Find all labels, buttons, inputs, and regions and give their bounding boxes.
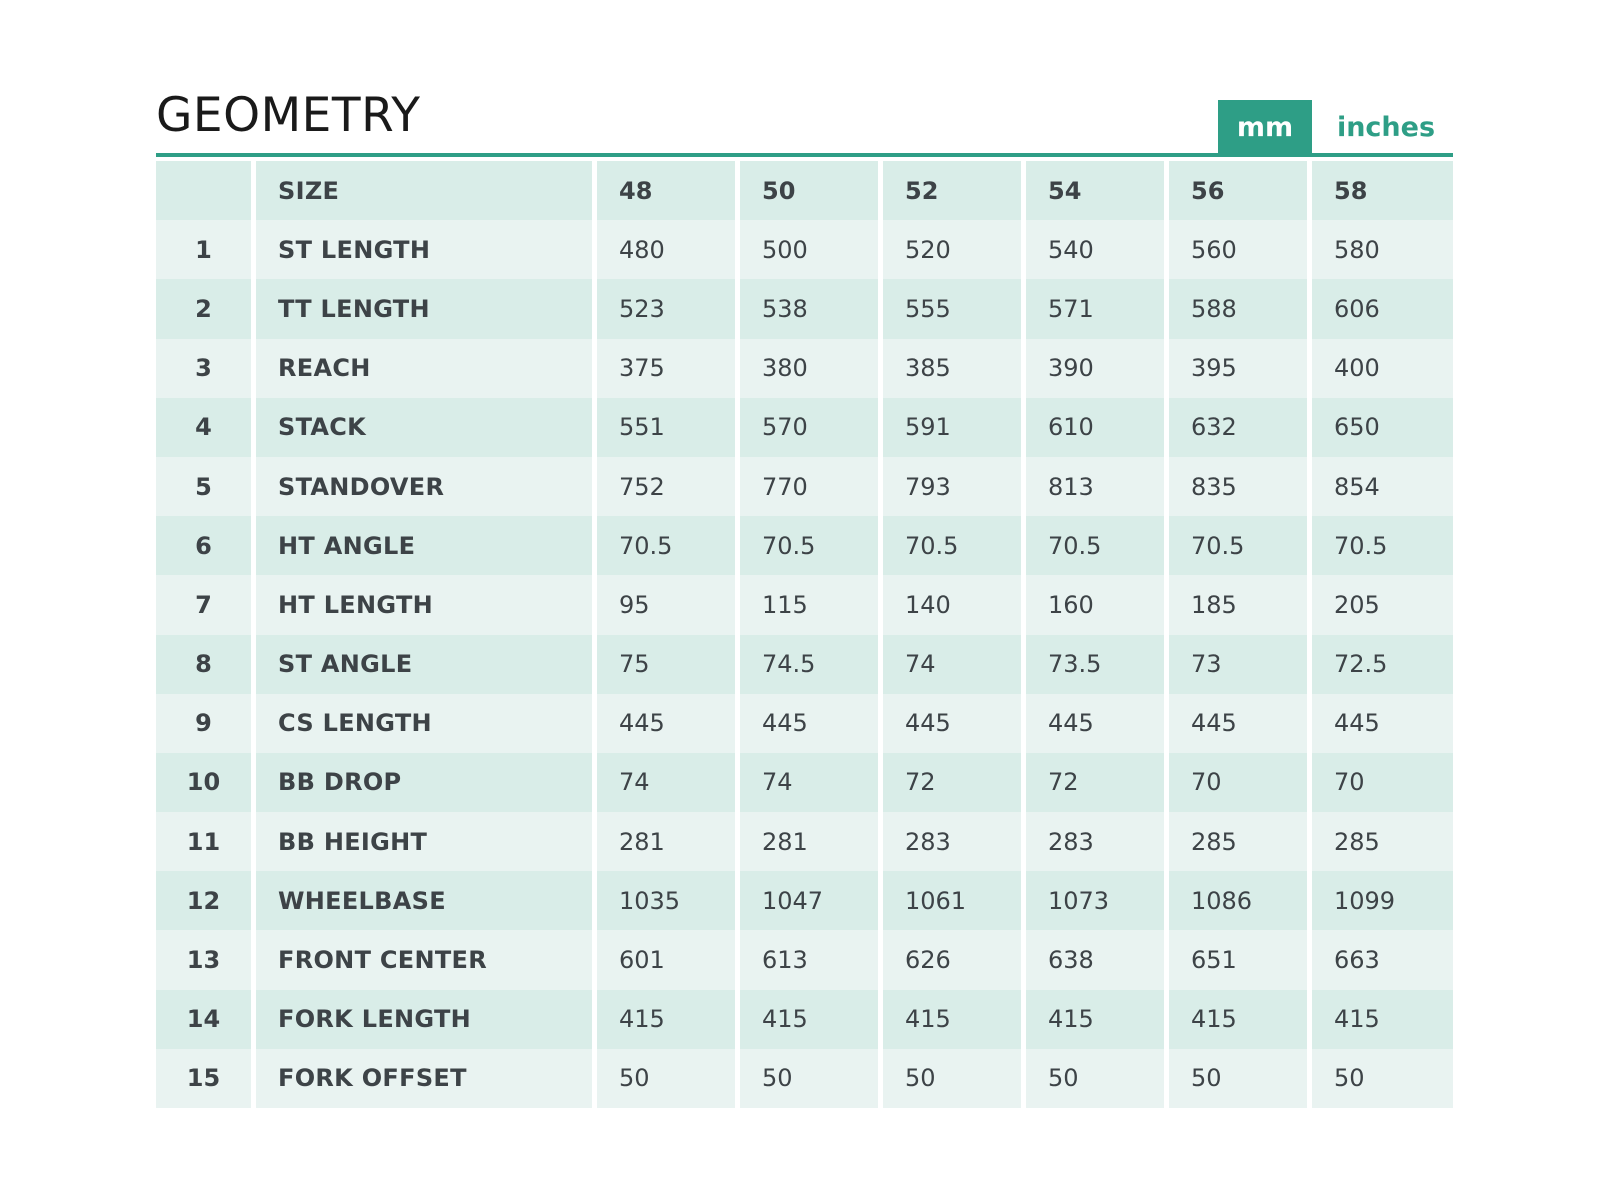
table-header-row (156, 161, 1453, 220)
row-number-cell: 3 (156, 339, 256, 398)
table-value-cell: 70.5 (740, 516, 883, 575)
table-value-cell: 1061 (883, 871, 1026, 930)
row-number-cell: 11 (156, 812, 256, 871)
table-value-cell: 74.5 (740, 635, 883, 694)
table-value-cell: 445 (740, 694, 883, 753)
row-label-cell: FORK OFFSET (256, 1049, 597, 1108)
row-label-cell: ST ANGLE (256, 635, 597, 694)
table-value-cell: 638 (1026, 930, 1169, 989)
table-value-cell: 74 (883, 635, 1026, 694)
table-row (156, 990, 1453, 1049)
table-row (156, 516, 1453, 575)
table-value-cell: 50 (740, 1049, 883, 1108)
table-value-cell: 626 (883, 930, 1026, 989)
table-value-cell: 555 (883, 279, 1026, 338)
title-divider (156, 153, 1453, 157)
table-value-cell: 390 (1026, 339, 1169, 398)
table-value-cell: 591 (883, 398, 1026, 457)
row-label-cell: STANDOVER (256, 457, 597, 516)
table-value-cell: 70.5 (597, 516, 740, 575)
table-value-cell: 1035 (597, 871, 740, 930)
row-number-cell: 9 (156, 694, 256, 753)
table-value-cell: 500 (740, 220, 883, 279)
table-value-cell: 415 (1169, 990, 1312, 1049)
table-row (156, 575, 1453, 634)
table-value-cell: 415 (597, 990, 740, 1049)
row-number-cell: 12 (156, 871, 256, 930)
row-number-cell: 4 (156, 398, 256, 457)
table-value-cell: 551 (597, 398, 740, 457)
table-value-cell: 285 (1169, 812, 1312, 871)
table-value-cell: 70 (1312, 753, 1453, 812)
row-label-cell: REACH (256, 339, 597, 398)
table-value-cell: 770 (740, 457, 883, 516)
table-value-cell: 415 (1026, 990, 1169, 1049)
header-number-cell (156, 161, 256, 220)
table-value-cell: 571 (1026, 279, 1169, 338)
table-value-cell: 70.5 (1026, 516, 1169, 575)
table-value-cell: 72.5 (1312, 635, 1453, 694)
table-value-cell: 445 (1169, 694, 1312, 753)
row-number-cell: 1 (156, 220, 256, 279)
row-number-cell: 13 (156, 930, 256, 989)
row-label-cell: HT LENGTH (256, 575, 597, 634)
table-value-cell: 445 (1312, 694, 1453, 753)
row-label-cell: FRONT CENTER (256, 930, 597, 989)
table-value-cell: 445 (1026, 694, 1169, 753)
row-label-cell: ST LENGTH (256, 220, 597, 279)
table-value-cell: 854 (1312, 457, 1453, 516)
table-value-cell: 415 (740, 990, 883, 1049)
row-number-cell: 15 (156, 1049, 256, 1108)
table-row (156, 635, 1453, 694)
table-row (156, 812, 1453, 871)
page-title: GEOMETRY (156, 88, 421, 143)
table-value-cell: 610 (1026, 398, 1169, 457)
table-value-cell: 75 (597, 635, 740, 694)
table-value-cell: 50 (1312, 1049, 1453, 1108)
table-value-cell: 613 (740, 930, 883, 989)
row-label-cell: STACK (256, 398, 597, 457)
row-number-cell: 5 (156, 457, 256, 516)
table-value-cell: 1047 (740, 871, 883, 930)
table-value-cell: 651 (1169, 930, 1312, 989)
header-size-cell: 48 (597, 161, 740, 220)
row-number-cell: 8 (156, 635, 256, 694)
table-row (156, 1049, 1453, 1108)
table-row (156, 339, 1453, 398)
table-value-cell: 1099 (1312, 871, 1453, 930)
table-value-cell: 281 (740, 812, 883, 871)
table-row (156, 753, 1453, 812)
row-label-cell: FORK LENGTH (256, 990, 597, 1049)
header-size-cell: 54 (1026, 161, 1169, 220)
unit-toggle-inches[interactable]: inches (1336, 111, 1436, 143)
table-value-cell: 1086 (1169, 871, 1312, 930)
table-row (156, 871, 1453, 930)
table-value-cell: 385 (883, 339, 1026, 398)
table-value-cell: 70.5 (1169, 516, 1312, 575)
table-row (156, 279, 1453, 338)
table-value-cell: 560 (1169, 220, 1312, 279)
table-value-cell: 400 (1312, 339, 1453, 398)
table-value-cell: 380 (740, 339, 883, 398)
row-label-cell: WHEELBASE (256, 871, 597, 930)
table-value-cell: 283 (1026, 812, 1169, 871)
header-size-cell: 56 (1169, 161, 1312, 220)
table-value-cell: 835 (1169, 457, 1312, 516)
header-size-cell: 50 (740, 161, 883, 220)
table-row (156, 930, 1453, 989)
table-value-cell: 375 (597, 339, 740, 398)
row-label-cell: HT ANGLE (256, 516, 597, 575)
row-number-cell: 14 (156, 990, 256, 1049)
table-value-cell: 523 (597, 279, 740, 338)
header-size-cell: 58 (1312, 161, 1453, 220)
row-number-cell: 2 (156, 279, 256, 338)
table-value-cell: 663 (1312, 930, 1453, 989)
table-row (156, 220, 1453, 279)
row-label-cell: TT LENGTH (256, 279, 597, 338)
row-number-cell: 7 (156, 575, 256, 634)
table-value-cell: 1073 (1026, 871, 1169, 930)
table-value-cell: 601 (597, 930, 740, 989)
table-value-cell: 70.5 (1312, 516, 1453, 575)
table-value-cell: 160 (1026, 575, 1169, 634)
table-row (156, 457, 1453, 516)
table-row (156, 694, 1453, 753)
table-value-cell: 445 (597, 694, 740, 753)
table-value-cell: 540 (1026, 220, 1169, 279)
table-value-cell: 285 (1312, 812, 1453, 871)
table-value-cell: 580 (1312, 220, 1453, 279)
table-value-cell: 50 (597, 1049, 740, 1108)
header-size-label: SIZE (256, 161, 597, 220)
table-value-cell: 813 (1026, 457, 1169, 516)
table-value-cell: 281 (597, 812, 740, 871)
table-value-cell: 570 (740, 398, 883, 457)
table-value-cell: 650 (1312, 398, 1453, 457)
table-value-cell: 72 (883, 753, 1026, 812)
table-value-cell: 50 (1169, 1049, 1312, 1108)
unit-toggle-mm[interactable]: mm (1218, 100, 1312, 154)
table-value-cell: 415 (1312, 990, 1453, 1049)
table-value-cell: 50 (883, 1049, 1026, 1108)
row-number-cell: 10 (156, 753, 256, 812)
table-value-cell: 415 (883, 990, 1026, 1049)
table-value-cell: 538 (740, 279, 883, 338)
table-value-cell: 74 (740, 753, 883, 812)
table-value-cell: 632 (1169, 398, 1312, 457)
table-value-cell: 95 (597, 575, 740, 634)
table-value-cell: 606 (1312, 279, 1453, 338)
row-label-cell: BB DROP (256, 753, 597, 812)
table-value-cell: 395 (1169, 339, 1312, 398)
table-row (156, 398, 1453, 457)
row-label-cell: CS LENGTH (256, 694, 597, 753)
table-value-cell: 283 (883, 812, 1026, 871)
table-value-cell: 480 (597, 220, 740, 279)
table-value-cell: 185 (1169, 575, 1312, 634)
header-size-cell: 52 (883, 161, 1026, 220)
geometry-table (156, 161, 1453, 1108)
table-value-cell: 588 (1169, 279, 1312, 338)
table-value-cell: 752 (597, 457, 740, 516)
table-value-cell: 205 (1312, 575, 1453, 634)
table-value-cell: 72 (1026, 753, 1169, 812)
table-value-cell: 70.5 (883, 516, 1026, 575)
row-label-cell: BB HEIGHT (256, 812, 597, 871)
table-value-cell: 73 (1169, 635, 1312, 694)
table-value-cell: 74 (597, 753, 740, 812)
table-value-cell: 115 (740, 575, 883, 634)
row-number-cell: 6 (156, 516, 256, 575)
table-value-cell: 140 (883, 575, 1026, 634)
table-value-cell: 73.5 (1026, 635, 1169, 694)
table-value-cell: 793 (883, 457, 1026, 516)
table-value-cell: 520 (883, 220, 1026, 279)
table-value-cell: 50 (1026, 1049, 1169, 1108)
table-value-cell: 70 (1169, 753, 1312, 812)
table-value-cell: 445 (883, 694, 1026, 753)
